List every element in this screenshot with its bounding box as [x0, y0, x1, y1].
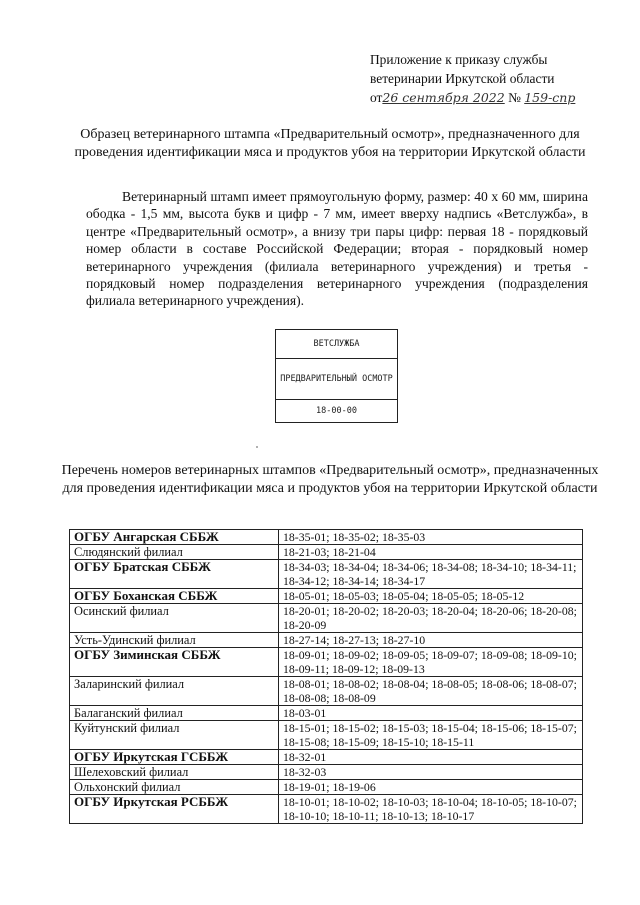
appendix-header: [370, 50, 625, 107]
institution-name: ОГБУ Зиминская СББЖ: [70, 648, 279, 677]
institution-name: ОГБУ Ангарская СББЖ: [70, 530, 279, 545]
stamp-description-paragraph: Ветеринарный штамп имеет прямоугольную форму, размер: 40 х 60 мм, ширина ободка - 1,5 мм, высота букв и цифр - 7 мм, имеет вверху надпись «Ветслужба», в центре «Предварительный осмотр», а внизу три пары цифр: первая 18 - порядковый номер области в составе Российской Федерации; вторая - порядковый номер ветеринарного учреждения (филиала ветеринарного учреждения) и третья - порядковый номер подразделения ветеринарного учреждения (подразделения филиала ветеринарного учреждения).: [86, 189, 588, 309]
stamp-numbers: 18-03-01: [279, 706, 583, 721]
stamp-middle-text: ПРЕДВАРИТЕЛЬНЫЙ ОСМОТР: [276, 359, 397, 400]
institution-name: Куйтунский филиал: [70, 721, 279, 750]
table-row: [70, 706, 583, 721]
stamp-numbers: 18-08-01; 18-08-02; 18-08-04; 18-08-05; 18-08-06; 18-08-07; 18-08-08; 18-08-09: [279, 677, 583, 706]
table-row: [70, 780, 583, 795]
institution-name: Шелеховский филиал: [70, 765, 279, 780]
stamp-numbers: 18-34-03; 18-34-04; 18-34-06; 18-34-08; 18-34-10; 18-34-11; 18-34-12; 18-34-14; 18-34-17: [279, 560, 583, 589]
stamp-numbers: 18-15-01; 18-15-02; 18-15-03; 18-15-04; 18-15-06; 18-15-07; 18-15-08; 18-15-09; 18-15-10; 18-15-11: [279, 721, 583, 750]
appendix-line-2: ветеринарии Иркутской области: [370, 71, 555, 86]
stamp-numbers: 18-20-01; 18-20-02; 18-20-03; 18-20-04; 18-20-06; 18-20-08; 18-20-09: [279, 604, 583, 633]
institution-name: ОГБУ Иркутская ГСББЖ: [70, 750, 279, 765]
institution-name: Балаганский филиал: [70, 706, 279, 721]
institution-name: Осинский филиал: [70, 604, 279, 633]
institution-name: ОГБУ Братская СББЖ: [70, 560, 279, 589]
table-row: [70, 677, 583, 706]
handwritten-date: 26 сентября 2022: [382, 90, 505, 105]
stamp-numbers: 18-05-01; 18-05-03; 18-05-04; 18-05-05; 18-05-12: [279, 589, 583, 604]
table-row: [70, 545, 583, 560]
stamp-numbers-table: [69, 529, 583, 824]
institution-name: Слюдянский филиал: [70, 545, 279, 560]
table-row: [70, 560, 583, 589]
table-row: [70, 750, 583, 765]
appendix-date-line: [370, 88, 625, 107]
stamp-numbers: 18-19-01; 18-19-06: [279, 780, 583, 795]
table-row: [70, 721, 583, 750]
appendix-number-label: №: [508, 90, 521, 105]
handwritten-number: 159-спр: [524, 90, 576, 105]
stamp-numbers: 18-21-03; 18-21-04: [279, 545, 583, 560]
institution-name: ОГБУ Иркутская РСББЖ: [70, 795, 279, 824]
stamp-numbers: 18-27-14; 18-27-13; 18-27-10: [279, 633, 583, 648]
table-row: [70, 633, 583, 648]
institution-name: Ольхонский филиал: [70, 780, 279, 795]
appendix-line-1: Приложение к приказу службы: [370, 52, 548, 67]
table-row: [70, 795, 583, 824]
table-row: [70, 530, 583, 545]
stamp-numbers: 18-32-03: [279, 765, 583, 780]
stamp-top-text: ВЕТСЛУЖБА: [276, 330, 397, 359]
table-row: [70, 765, 583, 780]
scan-speck: [256, 446, 258, 448]
table-row: [70, 589, 583, 604]
stamp-list-title: Перечень номеров ветеринарных штампов «Предварительный осмотр», предназначенных для проведения идентификации мяса и продуктов убоя на территории Иркутской области: [61, 463, 599, 496]
table-row: [70, 648, 583, 677]
table-row: [70, 604, 583, 633]
institution-name: Усть-Удинский филиал: [70, 633, 279, 648]
stamp-numbers: 18-35-01; 18-35-02; 18-35-03: [279, 530, 583, 545]
institution-name: Заларинский филиал: [70, 677, 279, 706]
stamp-sample-title: Образец ветеринарного штампа «Предварительный осмотр», предназначенного для проведения идентификации мяса и продуктов убоя на территории Иркутской области: [74, 127, 586, 160]
stamp-bottom-number: 18-00-00: [316, 406, 357, 416]
stamp-numbers: 18-10-01; 18-10-02; 18-10-03; 18-10-04; 18-10-05; 18-10-07; 18-10-10; 18-10-11; 18-10-13; 18-10-17: [279, 795, 583, 824]
appendix-ot-prefix: от: [370, 90, 383, 105]
stamp-numbers: 18-32-01: [279, 750, 583, 765]
institution-name: ОГБУ Боханская СББЖ: [70, 589, 279, 604]
stamp-sample: [275, 329, 398, 423]
stamp-numbers: 18-09-01; 18-09-02; 18-09-05; 18-09-07; 18-09-08; 18-09-10; 18-09-11; 18-09-12; 18-09-13: [279, 648, 583, 677]
